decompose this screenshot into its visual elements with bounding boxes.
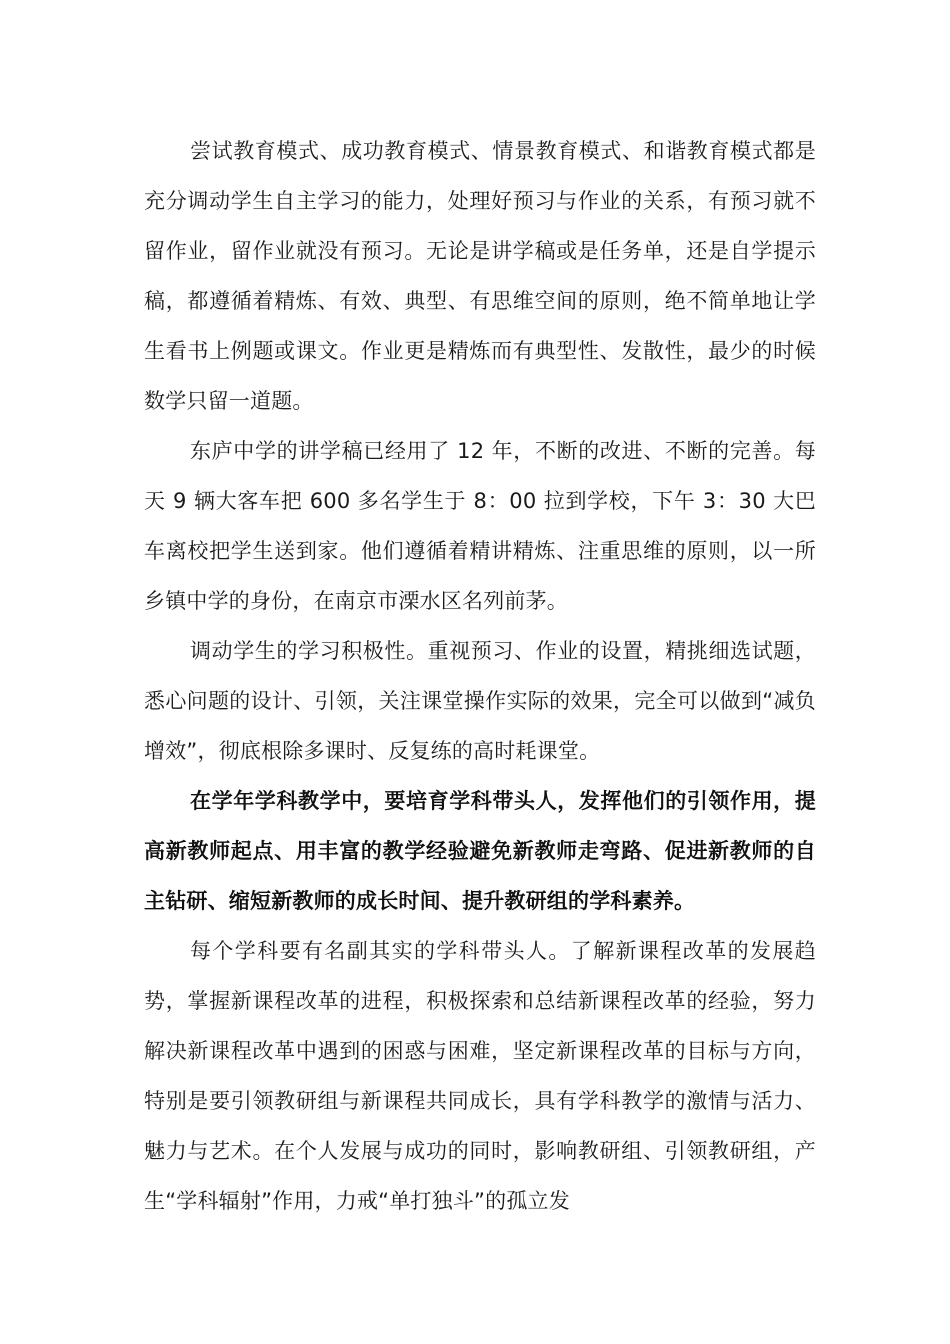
paragraph-teaching-models: 尝试教育模式、成功教育模式、情景教育模式、和谐教育模式都是充分调动学生自主学习的能力，处理好预习与作业的关系，有预习就不留作业，留作业就没有预习。无论是讲学稿或是任务单，还是自学提示稿，都遵循着精炼、有效、典型、有思维空间的原则，绝不简单地让学生看书上例题或课文。作业更是精炼而有典型性、发散性，最少的时候数学只留一道题。	[144, 139, 816, 413]
document-body	[144, 126, 816, 1226]
paragraph-student-motivation: 调动学生的学习积极性。重视预习、作业的设置，精挑细选试题，悉心问题的设计、引领，关注课堂操作实际的效果，完全可以做到“减负增效”，彻底根除多课时、反复练的高时耗课堂。	[144, 639, 816, 763]
paragraph-subject-leaders-emphasis: 在学年学科教学中，要培育学科带头人，发挥他们的引领作用，提高新教师起点、用丰富的教学经验避免新教师走弯路、促进新教师的自主钻研、缩短新教师的成长时间、提升教研组的学科素养。	[144, 789, 816, 913]
paragraph-subject-leaders-detail: 每个学科要有名副其实的学科带头人。了解新课程改革的发展趋势，掌握新课程改革的进程，积极探索和总结新课程改革的经验，努力解决新课程改革中遇到的困惑与困难，坚定新课程改革的目标与方向，特别是要引领教研组与新课程共同成长，具有学科教学的激情与活力、魅力与艺术。在个人发展与成功的同时，影响教研组、引领教研组，产生“学科辐射”作用，力戒“单打独斗”的孤立发	[144, 939, 816, 1213]
paragraph-donglu-school: 东庐中学的讲学稿已经用了 12 年，不断的改进、不断的完善。每天 9 辆大客车把 600 多名学生于 8：00 拉到学校，下午 3：30 大巴车离校把学生送到家。他们遵循着精讲精炼、注重思维的原则，以一所乡镇中学的身份，在南京市溧水区名列前茅。	[144, 439, 816, 613]
